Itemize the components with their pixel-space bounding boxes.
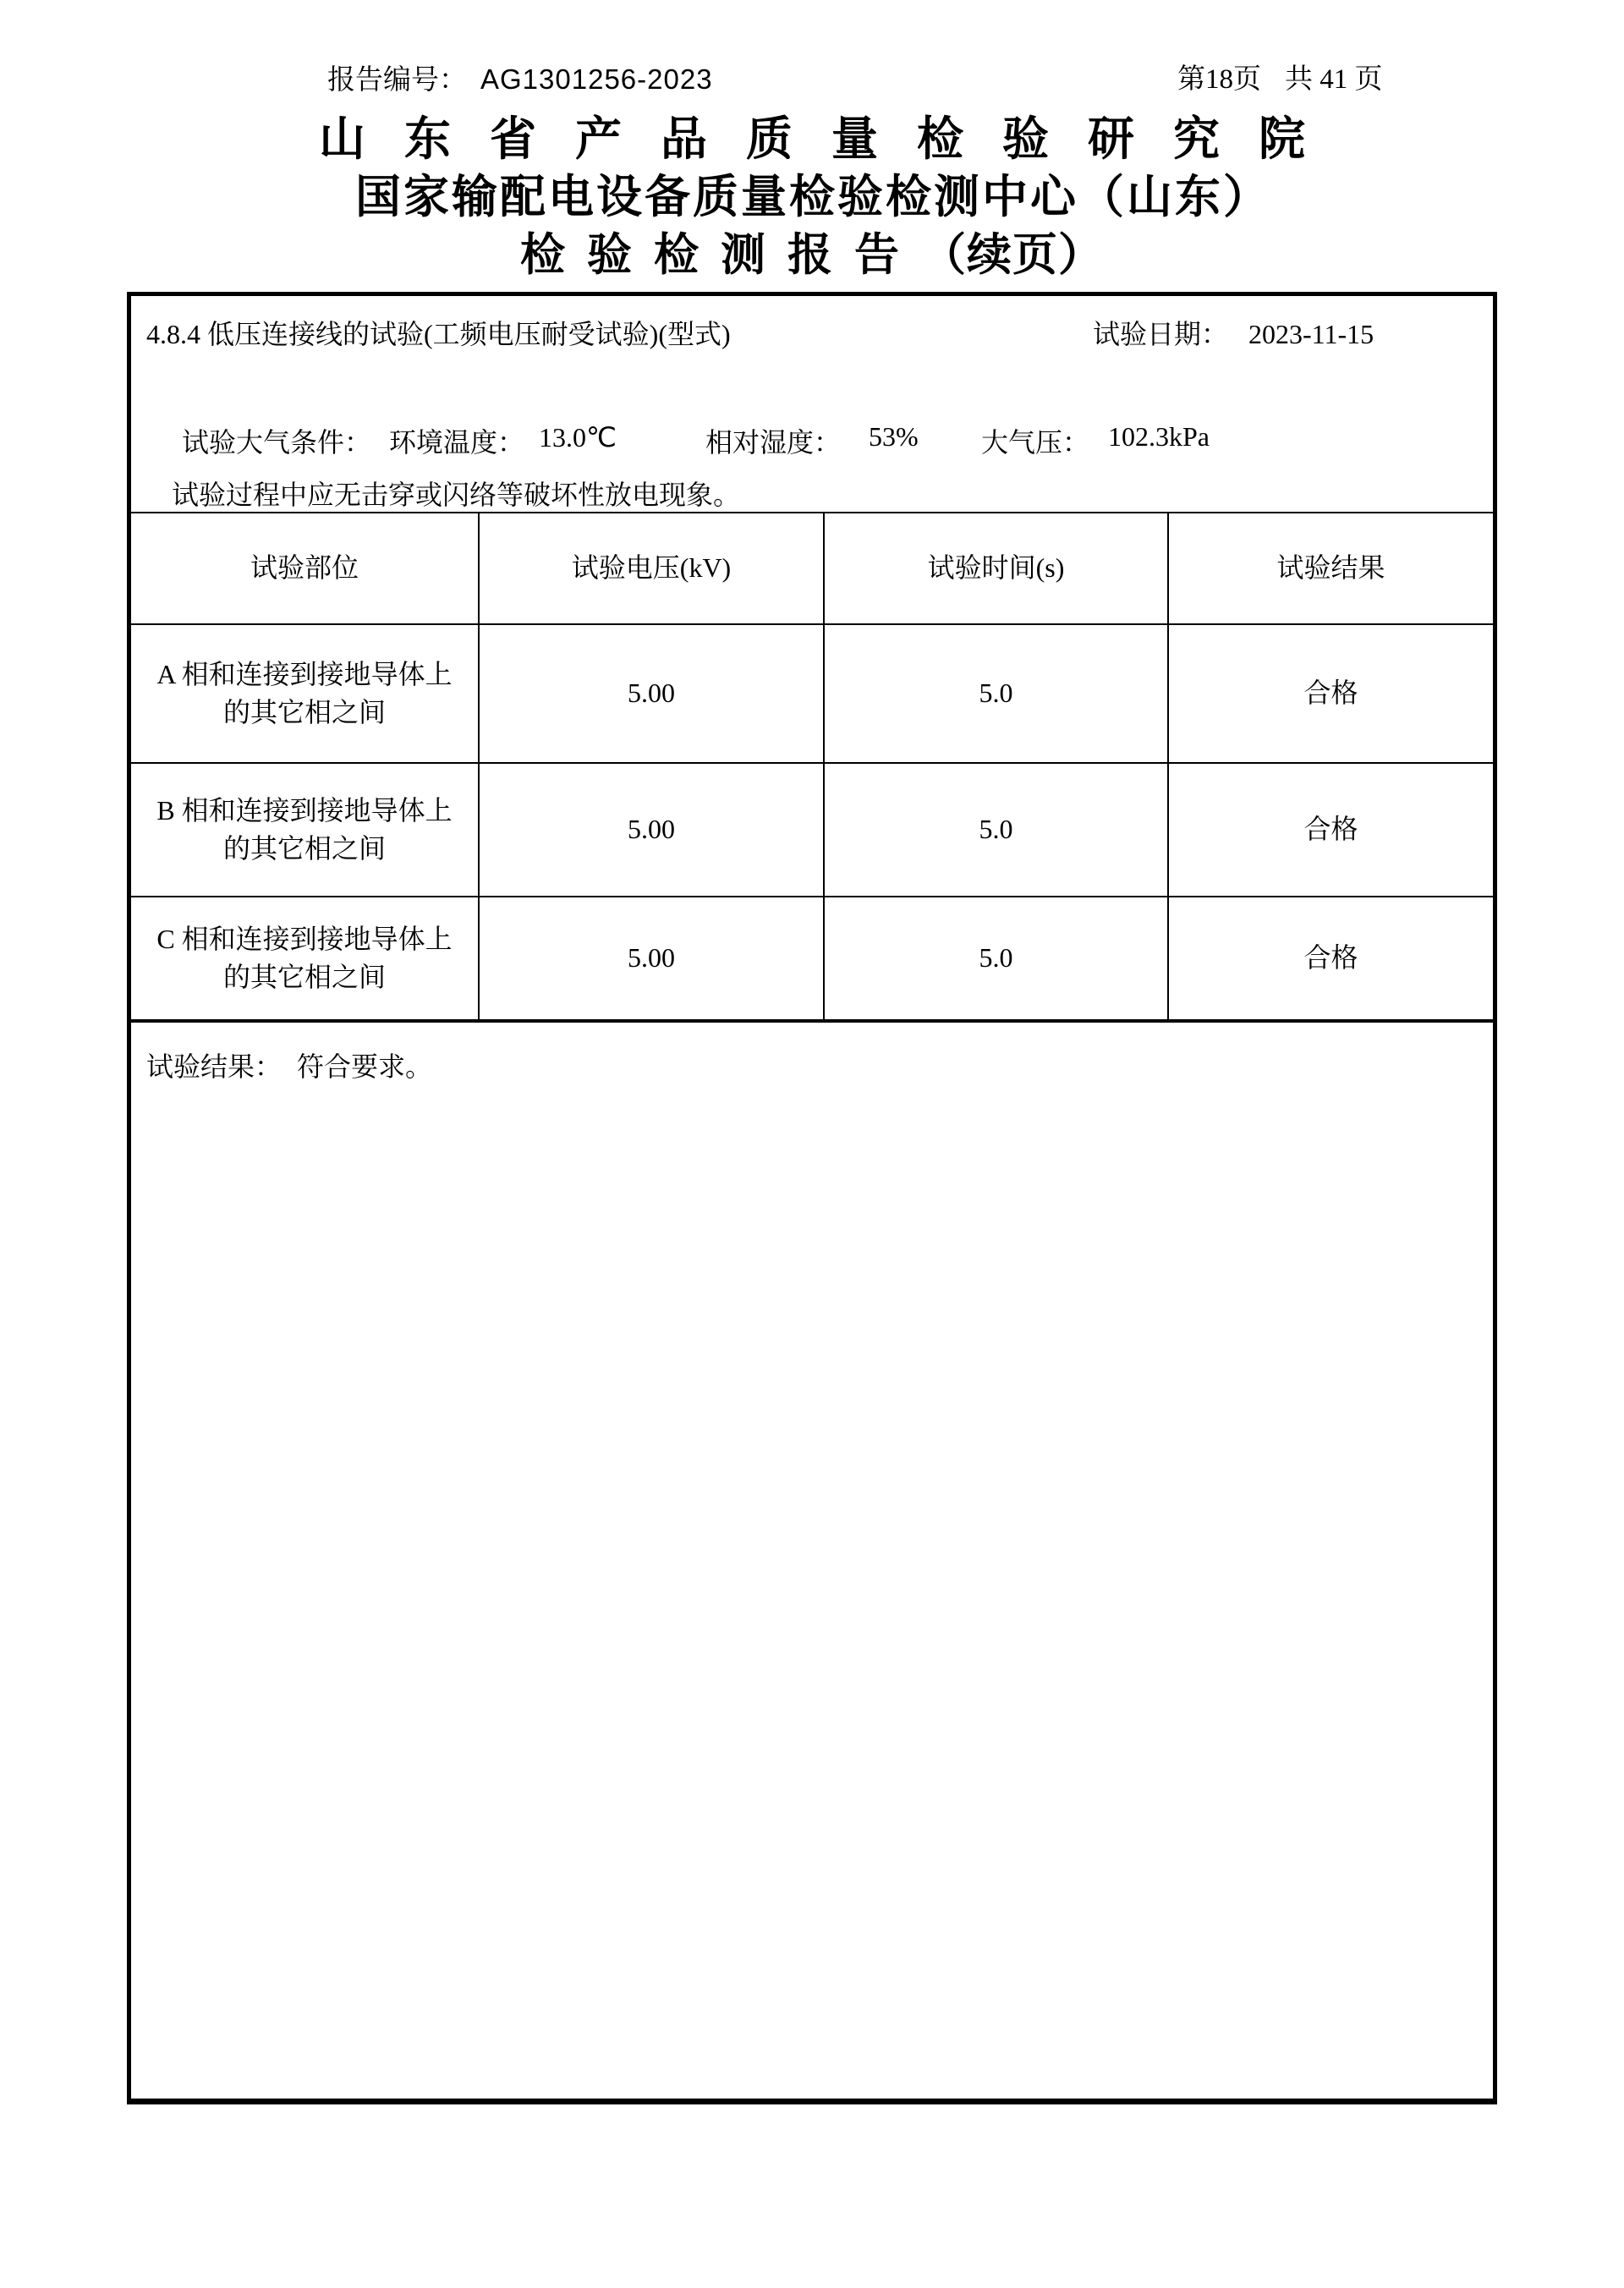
overall-result-value: 符合要求。	[297, 1051, 433, 1082]
center-title: 国家输配电设备质量检验检测中心（山东）	[355, 172, 1271, 222]
page-indicator	[1177, 64, 1383, 95]
table-row	[131, 623, 1493, 762]
header-test-voltage: 试验电压(kV)	[478, 513, 823, 623]
results-table	[131, 512, 1493, 1023]
header-test-time: 试验时间(s)	[823, 513, 1167, 623]
header-test-result: 试验结果	[1167, 513, 1493, 623]
report-number-line	[327, 64, 713, 96]
temperature-value: 13.0℃	[539, 422, 617, 453]
test-requirement-note: 试验过程中应无击穿或闪络等破坏性放电现象。	[172, 480, 741, 510]
cell-test-result: 合格	[1167, 764, 1493, 896]
report-content-box	[127, 292, 1497, 2104]
cell-test-voltage: 5.00	[478, 764, 823, 896]
report-content	[131, 296, 1493, 2099]
overall-result-line	[146, 1045, 432, 1084]
cell-test-time: 5.0	[823, 625, 1167, 762]
humidity-value: 53%	[869, 421, 919, 452]
cell-test-result: 合格	[1167, 625, 1493, 762]
cell-test-part	[131, 897, 478, 1019]
table-row	[131, 762, 1493, 896]
cell-test-part	[131, 625, 478, 762]
report-title-main: 检验检测报告	[520, 230, 921, 280]
clause-heading: 4.8.4 低压连接线的试验(工频电压耐受试验)(型式)	[146, 319, 731, 349]
part-line-1: A 相和连接到接地导体上	[156, 658, 453, 689]
part-line-1: C 相和连接到接地导体上	[156, 923, 453, 954]
report-number-label: 报告编号：	[327, 65, 467, 96]
page-total: 共 41 页	[1285, 64, 1383, 95]
pressure-value: 102.3kPa	[1108, 421, 1210, 452]
table-header-row	[131, 513, 1493, 623]
part-line-2: 的其它相之间	[222, 833, 386, 864]
pressure-label: 大气压：	[981, 427, 1090, 458]
test-date-label: 试验日期：	[1093, 319, 1229, 349]
temperature-label: 环境温度：	[389, 427, 525, 458]
part-line-2: 的其它相之间	[222, 697, 386, 727]
report-title-suffix: （续页）	[921, 230, 1104, 280]
institute-title: 山东省产品质量检验研究院	[318, 112, 1344, 165]
cell-test-time: 5.0	[823, 897, 1167, 1019]
report-title	[0, 230, 1624, 280]
cell-test-voltage: 5.00	[478, 897, 823, 1019]
table-row	[131, 896, 1493, 1019]
test-date-line	[1093, 313, 1374, 352]
atmosphere-label: 试验大气条件：	[182, 427, 372, 458]
cell-test-voltage: 5.00	[478, 625, 823, 762]
cell-test-time: 5.0	[823, 764, 1167, 896]
test-date-value: 2023-11-15	[1248, 319, 1374, 349]
report-number-value: AG1301256-2023	[480, 63, 713, 95]
cell-test-part	[131, 764, 478, 896]
cell-test-result: 合格	[1167, 897, 1493, 1019]
part-line-1: B 相和连接到接地导体上	[156, 794, 453, 826]
header-test-part: 试验部位	[250, 552, 359, 584]
humidity-label: 相对湿度：	[705, 427, 842, 458]
overall-result-label: 试验结果：	[146, 1051, 283, 1082]
atmospheric-conditions-line	[131, 421, 1493, 458]
part-line-2: 的其它相之间	[222, 962, 386, 992]
page-current: 第18页	[1177, 64, 1261, 95]
